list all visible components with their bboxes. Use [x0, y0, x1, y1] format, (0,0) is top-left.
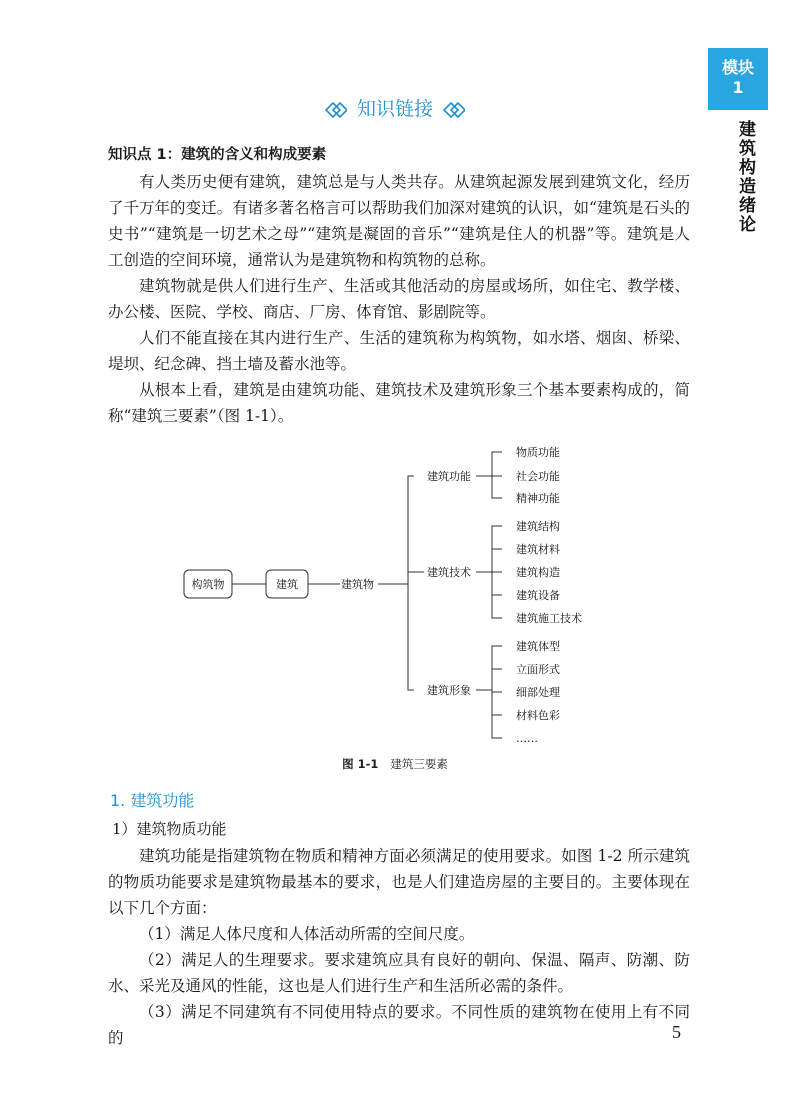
leaf-label: 物质功能 [516, 446, 560, 459]
paragraph: 人们不能直接在其内进行生产、生活的建筑称为构筑物，如水塔、烟囱、桥梁、堤坝、纪念碑、挡土墙及蓄水池等。 [108, 329, 690, 373]
branch-label: 建筑形象 [427, 684, 471, 697]
leaf-label: 建筑结构 [516, 520, 560, 533]
section-2-subheading: 1）建筑物质功能 [112, 820, 227, 838]
page-number: 5 [672, 1022, 681, 1042]
leaf-label: 精神功能 [516, 492, 560, 505]
section-header [0, 94, 790, 121]
diagram-box-label: 建筑 [276, 578, 298, 591]
section-title: 知识链接 [356, 98, 433, 120]
three-elements-diagram [180, 436, 600, 756]
leaf-label: …… [516, 732, 538, 745]
paragraph: （1）满足人体尺度和人体活动所需的空间尺度。 [139, 925, 475, 943]
figure-caption [0, 756, 790, 772]
paragraph: 建筑物就是供人们进行生产、生活或其他活动的房屋或场所，如住宅、教学楼、办公楼、医院、学校、商店、厂房、体育馆、影剧院等。 [108, 277, 690, 321]
leaf-label: 建筑构造 [516, 566, 560, 579]
figure-number: 图 1-1 [342, 757, 379, 771]
section-2-text [108, 786, 690, 1051]
leaf-label: 建筑设备 [516, 589, 560, 602]
paragraph: 从根本上看，建筑是由建筑功能、建筑技术及建筑形象三个基本要素构成的，简称“建筑三要素”（图 1-1）。 [108, 381, 690, 425]
leaf-label: 立面形式 [516, 663, 560, 676]
paragraph: （2）满足人的生理要求。要求建筑应具有良好的朝向、保温、隔声、防潮、防水、采光及通风的性能，这也是人们进行生产和生活所必需的条件。 [108, 951, 690, 995]
diamond-ornament-icon [439, 98, 469, 120]
diagram-box-label: 构筑物 [191, 578, 225, 591]
leaf-label: 材料色彩 [516, 709, 560, 722]
figure-caption-text: 建筑三要素 [390, 757, 448, 771]
chapter-title: 建筑构造绪论 [735, 120, 755, 234]
paragraph: 建筑功能是指建筑物在物质和精神方面必须满足的使用要求。如图 1-2 所示建筑的物质功能要求是建筑物最基本的要求，也是人们建造房屋的主要目的。主要体现在以下几个方面： [108, 847, 690, 917]
branch-label: 建筑技术 [427, 566, 471, 579]
leaf-label: 建筑施工技术 [516, 612, 582, 625]
main-text [108, 142, 690, 429]
section-2-heading: 1. 建筑功能 [110, 791, 195, 810]
leaf-label: 建筑体型 [516, 640, 560, 653]
module-tab-number: 1 [732, 78, 744, 97]
leaf-label: 建筑材料 [516, 543, 560, 556]
paragraph: （3）满足不同建筑有不同使用特点的要求。不同性质的建筑物在使用上有不同的 [108, 1003, 690, 1047]
knowledge-point-title: 知识点 1：建筑的含义和构成要素 [108, 147, 327, 163]
leaf-label: 细部处理 [516, 686, 560, 699]
diagram-root-label: 建筑物 [341, 578, 374, 591]
branch-label: 建筑功能 [427, 470, 471, 483]
diamond-ornament-icon [321, 98, 351, 120]
paragraph: 有人类历史便有建筑，建筑总是与人类共存。从建筑起源发展到建筑文化，经历了千万年的变迁。有诸多著名格言可以帮助我们加深对建筑的认识，如“建筑是石头的史书”“建筑是一切艺术之母”“建筑是凝固的音乐”“建筑是住人的机器”等。建筑是人工创造的空间环境，通常认为是建筑物和构筑物的总称。 [108, 173, 690, 269]
leaf-label: 社会功能 [516, 470, 560, 483]
module-tab-label: 模块 [721, 58, 754, 77]
